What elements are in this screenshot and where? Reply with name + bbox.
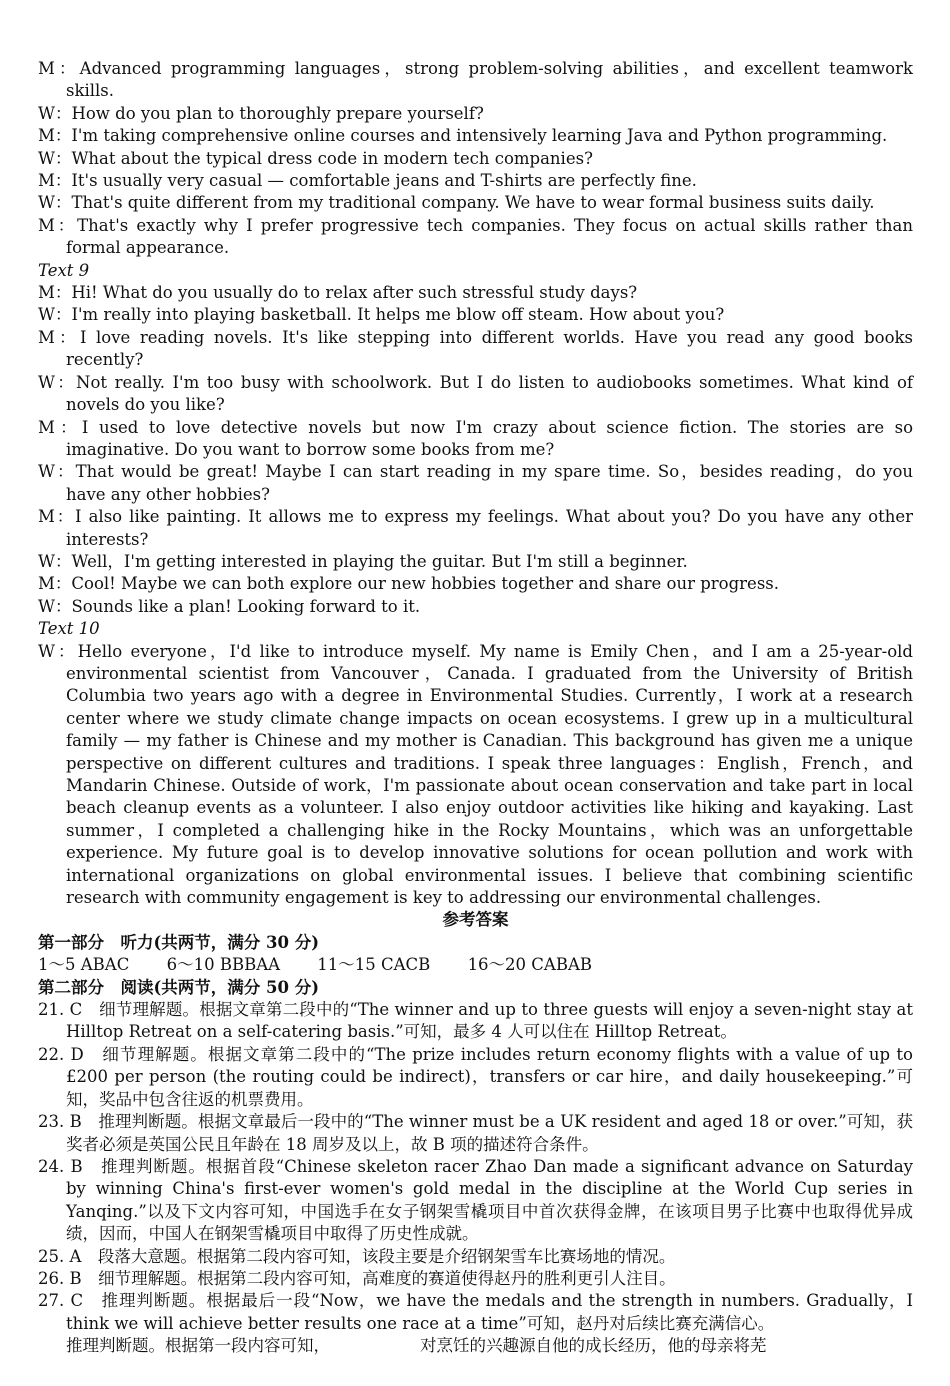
dialogue-line: M：Hi! What do you usually do to relax after such stressful study days? — [38, 283, 638, 303]
answer-group: 6～10 BBBAA — [166, 955, 281, 975]
part2-heading: 第二部分 阅读(共两节，满分 50 分) — [38, 977, 320, 997]
last-line-part-b: 对烹饪的兴趣源自他的成长经历，他的母亲将芜 — [420, 1336, 767, 1356]
dialogue-a — [38, 58, 913, 260]
dialogue-line: M：Advanced programming languages，strong problem-solving abilities，and excellent teamwork skills. — [38, 59, 913, 101]
dialogue-b — [38, 282, 913, 618]
answers-title: 参考答案 — [442, 910, 509, 930]
dialogue-line: M：I'm taking comprehensive online courses and intensively learning Java and Python programming. — [38, 126, 888, 146]
text10-label: Text 10 — [38, 619, 100, 639]
dialogue-line: W：That would be great! Maybe I can start reading in my spare time. So，besides reading，do you have any other hobbies? — [38, 462, 913, 504]
dialogue-line: M：It's usually very casual — comfortable jeans and T-shirts are perfectly fine. — [38, 171, 697, 191]
dialogue-line: W：Sounds like a plan! Looking forward to it. — [38, 596, 421, 616]
dialogue-line: M：Cool! Maybe we can both explore our new hobbies together and share our progress. — [38, 574, 779, 594]
answer-group: 16～20 CABAB — [467, 955, 593, 975]
explanation-item: 23. B 推理判断题。根据文章最后一段中的“The winner must be a UK resident and aged 18 or over.”可知，获奖者必须是英国公民且年龄在 18 周岁及以上，故 B 项的描述符合条件。 — [38, 1112, 913, 1154]
truncated-last-line — [38, 1335, 913, 1357]
dialogue-line: W：Well，I'm getting interested in playing the guitar. But I'm still a beginner. — [38, 551, 688, 571]
explanation-item: 25. A 段落大意题。根据第二段内容可知，该段主要是介绍钢架雪车比赛场地的情况。 — [38, 1246, 676, 1266]
text9-label: Text 9 — [38, 260, 90, 280]
monologue-paragraph: W：Hello everyone，I'd like to introduce myself. My name is Emily Chen，and I am a 25-year-old environmental scientist from Vancouver，Canada. I graduated from the University of British Columbia two years ago with a degree in Environmental Studies. Currently，I work at a research center where we study climate change impacts on ocean ecosystems. I grew up in a multicultural family — my father is Chinese and my mother is Canadian. This background has given me a unique perspective on different cultures and traditions. I speak three languages：English，French，and Mandarin Chinese. Outside of work，I'm passionate about ocean conservation and take part in local beach cleanup events as a volunteer. I also enjoy outdoor activities like hiking and kayaking. Last summer，I completed a challenging hike in the Rocky Mountains，which was an unforgettable experience. My future goal is to develop innovative solutions for ocean pollution and work with international organizations on global environmental issues. I believe that combining scientific research with community engagement is key to addressing our environmental challenges. — [38, 641, 913, 908]
explanations — [38, 999, 913, 1335]
answer-group: 1～5 ABAC — [38, 955, 130, 975]
dialogue-line: M：I love reading novels. It's like stepping into different worlds. Have you read any good books recently? — [38, 327, 913, 370]
dialogue-line: M：I also like painting. It allows me to express my feelings. What about you? Do you have any other interests? — [38, 507, 913, 549]
dialogue-line: M：That's exactly why I prefer progressive tech companies. They focus on actual skills rather than formal appearance. — [38, 215, 913, 258]
dialogue-line: M：I used to love detective novels but now I'm crazy about science fiction. The stories are so imaginative. Do you want to borrow some books from me? — [38, 417, 913, 459]
part1-heading: 第一部分 听力(共两节，满分 30 分) — [38, 932, 320, 952]
answer-group: 11～15 CACB — [317, 955, 431, 975]
dialogue-line: W：How do you plan to thoroughly prepare yourself? — [38, 103, 484, 123]
part1-answers — [38, 954, 913, 976]
dialogue-line: W：I'm really into playing basketball. It helps me blow off steam. How about you? — [38, 305, 725, 325]
dialogue-line: W：That's quite different from my traditional company. We have to wear formal business suits daily. — [38, 193, 875, 213]
last-line-part-a: 推理判断题。根据第一段内容可知， — [66, 1336, 330, 1356]
explanation-item: 26. B 细节理解题。根据第二段内容可知，高难度的赛道使得赵丹的胜利更引人注目。 — [38, 1268, 676, 1288]
dialogue-line: W：What about the typical dress code in modern tech companies? — [38, 148, 593, 168]
dialogue-line: W：Not really. I'm too busy with schoolwork. But I do listen to audiobooks sometimes. What kind of novels do you like? — [38, 372, 913, 415]
explanation-item: 24. B 推理判断题。根据首段“Chinese skeleton racer Zhao Dan made a significant advance on Saturday by winning China's first-ever women's gold medal in the discipline at the World Cup series in Yanqing.”以及下文内容可知，中国选手在女子钢架雪橇项目中首次获得金牌，在该项目男子比赛中也取得优异成绩，因而，中国人在钢架雪橇项目中取得了历史性成就。 — [38, 1156, 913, 1244]
document-page — [38, 58, 913, 1358]
explanation-item: 27. C 推理判断题。根据最后一段“Now，we have the medals and the strength in numbers. Gradually，I think we will achieve better results one race at a time”可知，赵丹对后续比赛充满信心。 — [38, 1291, 913, 1333]
explanation-item: 22. D 细节理解题。根据文章第二段中的“The prize includes return economy flights with a value of up to £200 per person (the routing could be indirect)，transfers or car hire，and daily housekeeping.”可知，奖品中包含往返的机票费用。 — [38, 1044, 913, 1109]
explanation-item: 21. C 细节理解题。根据文章第二段中的“The winner and up to three guests will enjoy a seven-night stay at Hilltop Retreat on a self-catering basis.”可知，最多 4 人可以住在 Hilltop Retreat。 — [38, 1000, 913, 1042]
